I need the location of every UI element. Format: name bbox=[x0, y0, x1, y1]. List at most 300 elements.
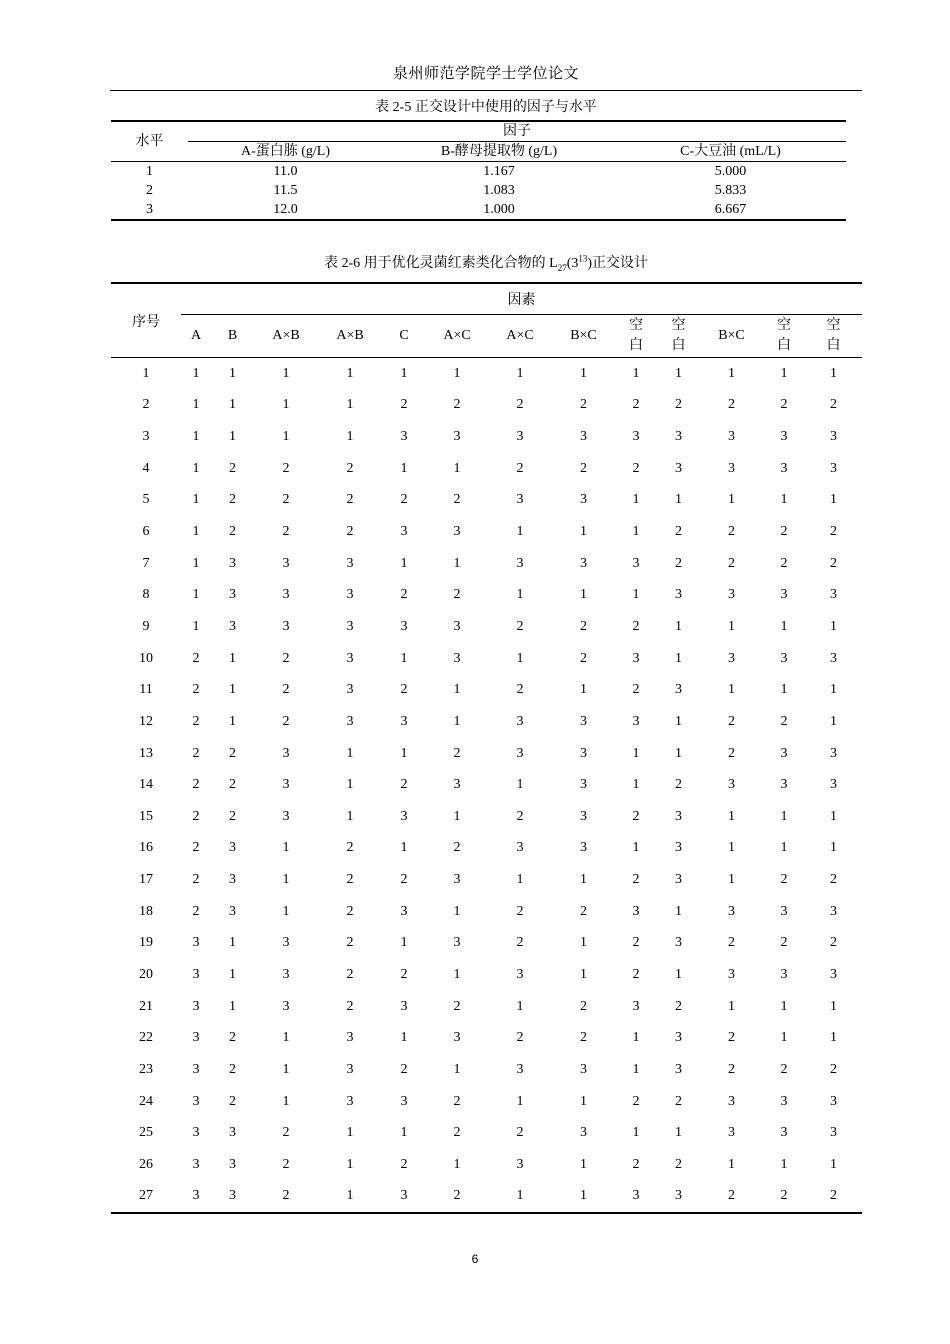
table6-level-cell: 1 bbox=[780, 682, 788, 698]
table6-level-cell: 2 bbox=[282, 460, 290, 476]
table6-level-cell: 3 bbox=[229, 1156, 236, 1172]
table6-level-cell: 2 bbox=[830, 935, 837, 951]
table6-column-label: A×B bbox=[336, 328, 364, 343]
table6-level-cell: 2 bbox=[192, 840, 200, 856]
table6-level-cell: 3 bbox=[516, 745, 524, 761]
table6-level-cell: 1 bbox=[346, 1125, 354, 1141]
table6-level-cell: 1 bbox=[400, 460, 408, 476]
table6-level-cell: 3 bbox=[728, 650, 735, 666]
table6-level-cell: 1 bbox=[346, 777, 354, 793]
table6-level-cell: 2 bbox=[229, 777, 236, 793]
table6-level-cell: 3 bbox=[516, 492, 524, 508]
table6-level-cell: 1 bbox=[229, 682, 236, 698]
table6-level-cell: 1 bbox=[580, 524, 587, 540]
table6-level-cell: 3 bbox=[400, 713, 408, 729]
table6-level-cell: 1 bbox=[453, 808, 461, 824]
table6-level-cell: 1 bbox=[516, 777, 524, 793]
table6-level-cell: 3 bbox=[675, 935, 682, 951]
table6-level-cell: 3 bbox=[780, 777, 788, 793]
table6-level-cell: 1 bbox=[453, 365, 461, 381]
table6-level-cell: 3 bbox=[675, 429, 682, 445]
table6-level-cell: 1 bbox=[192, 365, 200, 381]
table6-level-cell: 2 bbox=[632, 397, 640, 413]
table6-level-cell: 2 bbox=[580, 618, 587, 634]
table6-row bbox=[111, 643, 862, 675]
table6-level-cell: 2 bbox=[830, 872, 837, 888]
table6-level-cell: 2 bbox=[780, 713, 788, 729]
table5-col-c: C-大豆油 (mL/L) bbox=[615, 142, 846, 162]
table6-level-cell: 1 bbox=[728, 872, 735, 888]
table6-level-cell: 3 bbox=[192, 1125, 200, 1141]
table6-level-cell: 3 bbox=[453, 1030, 461, 1046]
table6-level-cell: 2 bbox=[192, 872, 200, 888]
table6-level-cell: 1 bbox=[675, 618, 682, 634]
table6-level-cell: 1 bbox=[728, 682, 735, 698]
table6-level-cell: 3 bbox=[516, 555, 524, 571]
table6-level-cell: 1 bbox=[830, 713, 837, 729]
table6-level-cell: 1 bbox=[282, 365, 290, 381]
table6-level-cell: 1 bbox=[318, 1181, 382, 1214]
table6-level-cell: 1 bbox=[282, 840, 290, 856]
table6-level-cell: 3 bbox=[780, 966, 788, 982]
table6-level-cell: 3 bbox=[580, 429, 587, 445]
table6-level-cell: 1 bbox=[830, 492, 837, 508]
table6-row bbox=[111, 991, 862, 1023]
table6-row bbox=[111, 453, 862, 485]
table5-factor-header: 因子 bbox=[188, 121, 846, 142]
table6-level-cell: 1 bbox=[346, 397, 354, 413]
table6-level-cell: 1 bbox=[516, 1093, 524, 1109]
table6-level-cell: 3 bbox=[282, 998, 290, 1014]
table5-header-row bbox=[111, 121, 846, 142]
table6-level-cell: 3 bbox=[830, 966, 837, 982]
table6-level-cell: 1 bbox=[229, 998, 236, 1014]
table6-level-cell: 1 bbox=[632, 365, 640, 381]
table6-level-cell: 3 bbox=[453, 524, 461, 540]
table6-level-cell: 3 bbox=[580, 1061, 587, 1077]
table6-level-cell: 2 bbox=[632, 460, 640, 476]
table6-level-cell: 2 bbox=[516, 618, 524, 634]
table6-column-label: 空白 bbox=[777, 318, 791, 353]
table6-level-cell: 1 bbox=[282, 429, 290, 445]
table6-level-cell: 3 bbox=[346, 682, 354, 698]
table6-level-cell: 1 bbox=[229, 935, 236, 951]
table6-seq-cell: 21 bbox=[139, 998, 153, 1014]
table6-level-cell: 1 bbox=[229, 365, 236, 381]
table6-level-cell: 2 bbox=[780, 935, 788, 951]
table6-level-cell: 2 bbox=[282, 524, 290, 540]
table6-level-cell: 1 bbox=[675, 966, 682, 982]
table6-level-cell: 2 bbox=[453, 587, 461, 603]
table6-level-cell: 1 bbox=[488, 1181, 552, 1214]
table6-level-cell: 1 bbox=[728, 1156, 735, 1172]
table6-level-cell: 3 bbox=[229, 555, 236, 571]
table6-level-cell: 2 bbox=[229, 524, 236, 540]
table6-row bbox=[111, 674, 862, 706]
table6-level-cell: 2 bbox=[282, 650, 290, 666]
table6-level-cell: 2 bbox=[400, 1061, 408, 1077]
table6-caption-pre: 表 2-6 用于优化灵菌红素类化合物的 L bbox=[323, 256, 558, 271]
table6-level-cell: 1 bbox=[229, 713, 236, 729]
table6-level-cell: 3 bbox=[346, 650, 354, 666]
table6-level-cell: 2 bbox=[632, 1156, 640, 1172]
table6-level-cell: 1 bbox=[346, 429, 354, 445]
table6-level-cell: 1 bbox=[282, 903, 290, 919]
table6-level-cell: 1 bbox=[192, 460, 200, 476]
table6-column-label: A×C bbox=[506, 328, 534, 343]
table6-level-cell: 1 bbox=[282, 397, 290, 413]
table6-level-cell: 1 bbox=[580, 1093, 587, 1109]
table6-level-cell: 1 bbox=[229, 650, 236, 666]
table6-seq-cell: 5 bbox=[142, 492, 150, 508]
table6-column-header bbox=[211, 315, 254, 358]
table6-level-cell: 2 bbox=[453, 998, 461, 1014]
table6-level-cell: 1 bbox=[675, 713, 682, 729]
table6-level-cell: 2 bbox=[400, 1156, 408, 1172]
table6-level-cell: 1 bbox=[192, 587, 200, 603]
table6-level-cell: 2 bbox=[192, 713, 200, 729]
table6-level-cell: 1 bbox=[580, 587, 587, 603]
table6-level-cell: 2 bbox=[192, 808, 200, 824]
table6-level-cell: 2 bbox=[400, 492, 408, 508]
table6-level-cell: 1 bbox=[632, 492, 640, 508]
table6-level-cell: 1 bbox=[580, 935, 587, 951]
table6-level-cell: 2 bbox=[254, 1181, 318, 1214]
table6-level-cell: 3 bbox=[780, 460, 788, 476]
table6-level-cell: 2 bbox=[830, 397, 837, 413]
table6-column-label: 空白 bbox=[671, 318, 686, 353]
table6-level-cell: 2 bbox=[516, 1030, 524, 1046]
table6-level-cell: 2 bbox=[728, 713, 735, 729]
table6-level-cell: 2 bbox=[675, 555, 682, 571]
table6-level-cell: 2 bbox=[728, 397, 735, 413]
table6-level-cell: 3 bbox=[346, 713, 354, 729]
table6-level-cell: 1 bbox=[453, 966, 461, 982]
table6-seq-cell: 26 bbox=[139, 1156, 153, 1172]
table6-seq-cell: 8 bbox=[142, 587, 150, 603]
table6-level-cell: 3 bbox=[400, 1093, 408, 1109]
table6-level-cell: 1 bbox=[453, 682, 461, 698]
table6-level-cell: 2 bbox=[346, 524, 354, 540]
table6-level-cell: 2 bbox=[192, 903, 200, 919]
table6-level-cell: 1 bbox=[400, 840, 408, 856]
table6-level-cell: 2 bbox=[346, 460, 354, 476]
table6-row bbox=[111, 358, 862, 390]
table6-row bbox=[111, 959, 862, 991]
table6-seq-cell: 25 bbox=[139, 1125, 153, 1141]
table6-caption-sup: 13 bbox=[578, 253, 588, 264]
table6-caption-sub: 27 bbox=[557, 262, 567, 273]
table6-level-cell: 1 bbox=[632, 745, 640, 761]
table6-level-cell: 3 bbox=[282, 966, 290, 982]
table6-level-cell: 2 bbox=[282, 682, 290, 698]
table6-level-cell: 2 bbox=[453, 492, 461, 508]
table6-level-cell: 2 bbox=[516, 1125, 524, 1141]
table6-level-cell: 2 bbox=[282, 492, 290, 508]
table6-seq-cell: 15 bbox=[139, 808, 153, 824]
table6-level-cell: 2 bbox=[400, 777, 408, 793]
table6-seq-cell: 4 bbox=[142, 460, 150, 476]
table6-row bbox=[111, 738, 862, 770]
table6-level-cell: 1 bbox=[675, 650, 682, 666]
table6-level-cell: 3 bbox=[632, 555, 640, 571]
table6-level-cell: 1 bbox=[346, 1156, 354, 1172]
table6-level-cell: 3 bbox=[453, 429, 461, 445]
table6-caption-mid: (3 bbox=[566, 256, 579, 271]
table6-level-cell: 3 bbox=[192, 966, 200, 982]
table6-level-cell: 2 bbox=[830, 524, 837, 540]
table6-row bbox=[111, 548, 862, 580]
table6-seq-cell: 27 bbox=[111, 1181, 181, 1214]
table6-level-cell: 3 bbox=[830, 1093, 837, 1109]
table6-row bbox=[111, 1054, 862, 1086]
table6-level-cell: 2 bbox=[830, 1061, 837, 1077]
table6-level-cell: 3 bbox=[181, 1181, 211, 1214]
table6-level-cell: 2 bbox=[580, 650, 587, 666]
table6-level-cell: 3 bbox=[580, 713, 587, 729]
table5-level-cell: 2 bbox=[146, 183, 153, 198]
table6-level-cell: 3 bbox=[728, 1093, 735, 1109]
table6-level-cell: 2 bbox=[728, 935, 735, 951]
table6-row bbox=[111, 896, 862, 928]
table6-level-cell: 2 bbox=[675, 777, 682, 793]
table6-level-cell: 1 bbox=[632, 587, 640, 603]
table6-level-cell: 3 bbox=[780, 429, 788, 445]
table6-level-cell: 3 bbox=[282, 808, 290, 824]
table6-level-cell: 3 bbox=[830, 903, 837, 919]
table6-level-cell: 1 bbox=[400, 365, 408, 381]
table6-level-cell: 1 bbox=[453, 903, 461, 919]
table6-level-cell: 1 bbox=[830, 998, 837, 1014]
table6-level-cell: 2 bbox=[632, 872, 640, 888]
table6-seq-cell: 12 bbox=[139, 713, 153, 729]
table5-value-cell: 5.000 bbox=[714, 164, 747, 179]
table6-level-cell: 2 bbox=[780, 524, 788, 540]
table6-row bbox=[111, 1181, 862, 1214]
table6-seq-cell: 20 bbox=[139, 966, 153, 982]
table6-level-cell: 3 bbox=[675, 840, 682, 856]
table6-level-cell: 3 bbox=[400, 429, 408, 445]
table6-level-cell: 3 bbox=[830, 777, 837, 793]
table6-level-cell: 3 bbox=[453, 872, 461, 888]
table6-row bbox=[111, 516, 862, 548]
table6-level-cell: 3 bbox=[728, 777, 735, 793]
table6-row bbox=[111, 1086, 862, 1118]
table6-level-cell: 3 bbox=[282, 935, 290, 951]
table6-seq-cell: 19 bbox=[139, 935, 153, 951]
table6 bbox=[111, 282, 862, 1214]
table6-level-cell: 2 bbox=[400, 587, 408, 603]
table6-level-cell: 1 bbox=[400, 1030, 408, 1046]
table6-seq-cell: 1 bbox=[142, 365, 150, 381]
page-header: 泉州师范学院学士学位论文 bbox=[392, 66, 579, 82]
table6-column-label: 空白 bbox=[629, 318, 643, 353]
table6-row bbox=[111, 1022, 862, 1054]
table6-level-cell: 1 bbox=[675, 745, 682, 761]
table6-level-cell: 3 bbox=[632, 713, 640, 729]
table6-level-cell: 3 bbox=[346, 618, 354, 634]
table5-value-cell: 1.167 bbox=[483, 164, 515, 179]
table6-seq-cell: 14 bbox=[139, 777, 153, 793]
table6-level-cell: 1 bbox=[632, 1125, 640, 1141]
table6-level-cell: 1 bbox=[516, 365, 524, 381]
table6-level-cell: 3 bbox=[780, 587, 788, 603]
table6-level-cell: 1 bbox=[728, 365, 735, 381]
table6-level-cell: 2 bbox=[453, 840, 461, 856]
table6-level-cell: 3 bbox=[632, 998, 640, 1014]
table6-level-cell: 2 bbox=[675, 524, 682, 540]
table6-level-cell: 1 bbox=[830, 1156, 837, 1172]
table6-level-cell: 1 bbox=[346, 745, 354, 761]
table5-row bbox=[111, 181, 846, 200]
table6-level-cell: 3 bbox=[229, 840, 236, 856]
table6-level-cell: 1 bbox=[229, 429, 236, 445]
table6-level-cell: 3 bbox=[346, 1030, 354, 1046]
table6-level-cell: 3 bbox=[780, 745, 788, 761]
table6-level-cell: 3 bbox=[675, 1030, 682, 1046]
table6-level-cell: 1 bbox=[632, 524, 640, 540]
table6-level-cell: 2 bbox=[282, 1156, 290, 1172]
table6-level-cell: 1 bbox=[780, 492, 788, 508]
table6-level-cell: 2 bbox=[632, 935, 640, 951]
table6-level-cell: 1 bbox=[632, 1061, 640, 1077]
table6-level-cell: 3 bbox=[780, 650, 788, 666]
table6-level-cell: 3 bbox=[346, 1093, 354, 1109]
table6-column-label: A×B bbox=[272, 328, 300, 343]
table6-column-row bbox=[111, 315, 862, 358]
table6-column-label: B×C bbox=[718, 328, 745, 343]
table6-seq-cell: 13 bbox=[139, 745, 153, 761]
table6-level-cell: 3 bbox=[675, 808, 682, 824]
table6-header-row bbox=[111, 283, 862, 315]
table6-level-cell: 2 bbox=[632, 618, 640, 634]
table6-level-cell: 2 bbox=[632, 682, 640, 698]
table6-level-cell: 3 bbox=[282, 618, 290, 634]
table5-value-cell: 12.0 bbox=[188, 200, 383, 220]
table6-level-cell: 2 bbox=[830, 555, 837, 571]
table6-level-cell: 2 bbox=[192, 777, 200, 793]
table6-level-cell: 2 bbox=[763, 1181, 805, 1214]
table6-level-cell: 1 bbox=[780, 840, 788, 856]
table6-level-cell: 3 bbox=[632, 429, 640, 445]
table6-level-cell: 3 bbox=[580, 745, 587, 761]
table6-level-cell: 3 bbox=[580, 777, 587, 793]
table6-level-cell: 1 bbox=[580, 1156, 587, 1172]
table6-level-cell: 3 bbox=[192, 935, 200, 951]
table6-column-header bbox=[700, 315, 763, 358]
table6-level-cell: 3 bbox=[346, 587, 354, 603]
table6-level-cell: 2 bbox=[728, 1061, 735, 1077]
table6-level-cell: 2 bbox=[675, 397, 682, 413]
table6-seq-cell: 10 bbox=[139, 650, 153, 666]
table6-level-cell: 2 bbox=[675, 1156, 682, 1172]
table6-level-cell: 1 bbox=[400, 1125, 408, 1141]
table6-level-cell: 3 bbox=[516, 840, 524, 856]
table6-level-cell: 2 bbox=[229, 1030, 236, 1046]
table6-level-cell: 3 bbox=[632, 903, 640, 919]
table6-level-cell: 3 bbox=[830, 587, 837, 603]
table6-level-cell: 1 bbox=[192, 397, 200, 413]
table6-level-cell: 1 bbox=[728, 618, 735, 634]
table6-level-cell: 2 bbox=[453, 1093, 461, 1109]
table6-level-cell: 2 bbox=[632, 966, 640, 982]
table6-level-cell: 1 bbox=[282, 1030, 290, 1046]
table6-level-cell: 2 bbox=[580, 397, 587, 413]
table6-level-cell: 3 bbox=[346, 555, 354, 571]
table6-column-label: A bbox=[190, 328, 202, 343]
table6-level-cell: 3 bbox=[830, 745, 837, 761]
table6-column-header bbox=[318, 315, 382, 358]
table6-level-cell: 2 bbox=[780, 555, 788, 571]
table6-row bbox=[111, 1117, 862, 1149]
table6-level-cell: 2 bbox=[675, 998, 682, 1014]
table6-level-cell: 3 bbox=[728, 429, 735, 445]
table6-row bbox=[111, 611, 862, 643]
table5-col-a: A-蛋白胨 (g/L) bbox=[188, 142, 383, 162]
table6-level-cell: 3 bbox=[728, 587, 735, 603]
table6-level-cell: 3 bbox=[453, 777, 461, 793]
table6-level-cell: 2 bbox=[516, 935, 524, 951]
table6-level-cell: 3 bbox=[580, 840, 587, 856]
table5-caption: 表 2-5 正交设计中使用的因子与水平 bbox=[375, 100, 597, 115]
table6-column-label: C bbox=[399, 328, 409, 343]
table6-level-cell: 3 bbox=[192, 1030, 200, 1046]
table6-level-cell: 1 bbox=[830, 365, 837, 381]
table6-body bbox=[111, 358, 862, 1214]
table6-level-cell: 2 bbox=[346, 903, 354, 919]
table5-value-cell: 5.833 bbox=[714, 183, 747, 198]
table6-level-cell: 1 bbox=[282, 1061, 290, 1077]
table6-level-cell: 2 bbox=[346, 998, 354, 1014]
table6-column-label: B bbox=[227, 328, 238, 343]
table5-value-cell: 1.000 bbox=[383, 200, 615, 220]
table6-level-cell: 2 bbox=[516, 397, 524, 413]
table6-row bbox=[111, 769, 862, 801]
table6-level-cell: 1 bbox=[346, 808, 354, 824]
table6-level-cell: 2 bbox=[229, 745, 236, 761]
table6-level-cell: 1 bbox=[830, 618, 837, 634]
table6-level-cell: 3 bbox=[728, 1125, 735, 1141]
table6-column-header bbox=[181, 315, 211, 358]
table6-row bbox=[111, 706, 862, 738]
table6-level-cell: 1 bbox=[830, 840, 837, 856]
table6-level-cell: 3 bbox=[675, 587, 682, 603]
table6-level-cell: 3 bbox=[632, 650, 640, 666]
table6-level-cell: 1 bbox=[728, 998, 735, 1014]
table5-level-cell: 3 bbox=[111, 200, 188, 220]
table6-level-cell: 1 bbox=[516, 650, 524, 666]
table6-level-cell: 3 bbox=[282, 745, 290, 761]
table6-row bbox=[111, 390, 862, 422]
table6-level-cell: 3 bbox=[229, 1125, 236, 1141]
page-number: 6 bbox=[471, 1252, 479, 1266]
table5-row bbox=[111, 162, 846, 182]
table6-row bbox=[111, 421, 862, 453]
table6-seq-cell: 11 bbox=[139, 682, 153, 698]
table6-level-cell: 3 bbox=[282, 587, 290, 603]
table6-level-cell: 3 bbox=[400, 618, 408, 634]
table6-level-cell: 1 bbox=[192, 524, 200, 540]
table6-level-cell: 2 bbox=[282, 1125, 290, 1141]
table6-level-cell: 3 bbox=[453, 935, 461, 951]
table6-level-cell: 2 bbox=[780, 872, 788, 888]
table6-level-cell: 2 bbox=[400, 966, 408, 982]
table6-seq-cell: 6 bbox=[142, 524, 150, 540]
table6-level-cell: 3 bbox=[516, 1061, 524, 1077]
table6-seq-cell: 18 bbox=[139, 903, 153, 919]
table6-level-cell: 2 bbox=[192, 650, 200, 666]
table6-level-cell: 1 bbox=[780, 618, 788, 634]
